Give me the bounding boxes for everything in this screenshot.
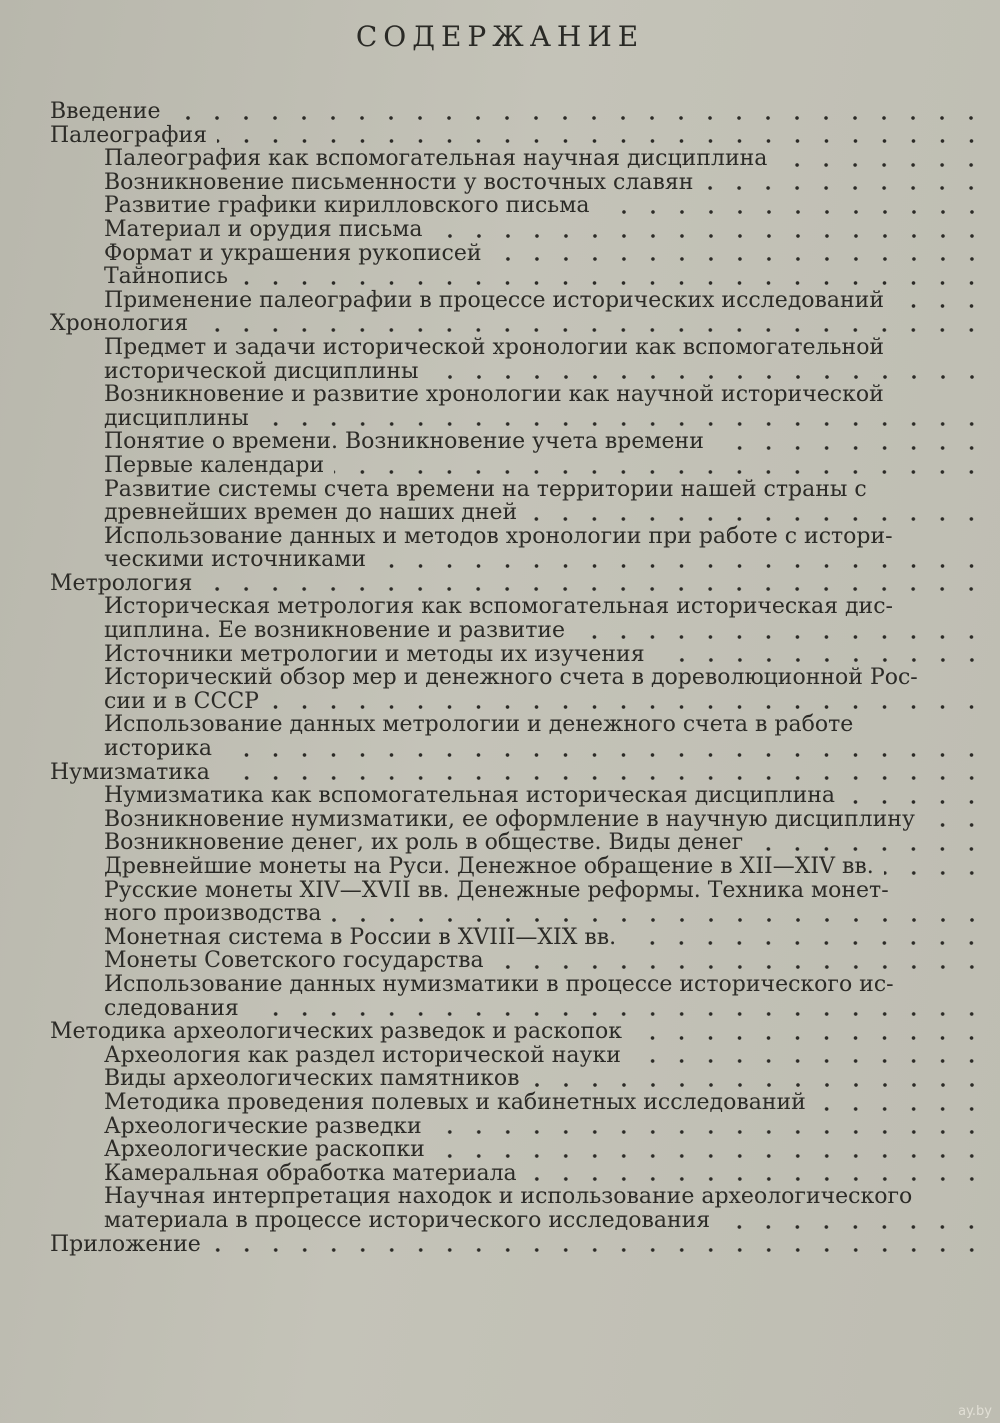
toc-subsection xyxy=(0,1067,1000,1091)
toc-entry-text: сии и в СССР xyxy=(104,688,259,714)
toc-entry-text: Камеральная обработка материала xyxy=(104,1160,517,1186)
toc-line xyxy=(0,666,1000,690)
toc-line xyxy=(0,784,1000,808)
dot-leader xyxy=(432,1130,986,1134)
toc-line xyxy=(0,407,1000,431)
toc-entry-text: Нумизматика xyxy=(50,759,210,785)
dot-leader xyxy=(626,941,986,945)
toc-line xyxy=(0,761,1000,785)
toc-entry-text: Нумизматика как вспомогательная историческая дисциплина xyxy=(104,783,836,809)
dot-leader xyxy=(249,1012,986,1016)
dot-leader xyxy=(492,257,986,261)
dot-leader xyxy=(655,658,986,662)
toc-subsection xyxy=(0,949,1000,973)
toc-section xyxy=(0,100,1000,124)
toc-entry-text: древнейших времен до наших дней xyxy=(104,500,518,526)
dot-leader xyxy=(527,1177,986,1181)
toc-line xyxy=(0,1209,1000,1233)
dot-leader xyxy=(376,564,986,568)
toc-line xyxy=(0,194,1000,218)
toc-entry-text: Метрология xyxy=(50,570,193,596)
toc-line xyxy=(0,855,1000,879)
dot-leader xyxy=(269,705,986,709)
toc-entry-text: Использование данных метрологии и денежного счета в работе xyxy=(104,712,854,738)
toc-entry-text: Понятие о времени. Возникновение учета времени xyxy=(104,429,704,455)
toc-line xyxy=(0,100,1000,124)
toc-subsection xyxy=(0,855,1000,879)
dot-leader xyxy=(494,965,986,969)
toc-line xyxy=(0,525,1000,549)
toc-entry-text: Методика проведения полевых и кабинетных исследований xyxy=(104,1089,806,1115)
toc-entry-text: дисциплины xyxy=(104,405,249,431)
toc-subsection xyxy=(0,808,1000,832)
toc-section xyxy=(0,312,1000,336)
toc-line xyxy=(0,218,1000,242)
dot-leader xyxy=(714,446,986,450)
toc-subsection xyxy=(0,831,1000,855)
toc-entry-text: Палеография как вспомогательная научная дисциплина xyxy=(104,146,768,172)
toc-section xyxy=(0,572,1000,596)
toc-subsection xyxy=(0,171,1000,195)
toc-line xyxy=(0,478,1000,502)
toc-line xyxy=(0,1091,1000,1115)
toc-entry-text: Развитие системы счета времени на территории нашей страны с xyxy=(104,476,867,502)
toc-subsection xyxy=(0,973,1000,1020)
dot-leader xyxy=(816,1107,986,1111)
toc-subsection xyxy=(0,242,1000,266)
toc-subsection xyxy=(0,1162,1000,1186)
toc-line xyxy=(0,124,1000,148)
dot-leader xyxy=(527,517,986,521)
toc-entry-text: Возникновение нумизматики, ее оформление в научную дисциплину xyxy=(104,806,915,832)
toc-line xyxy=(0,643,1000,667)
dot-leader xyxy=(703,186,986,190)
toc-line xyxy=(0,336,1000,360)
toc-subsection xyxy=(0,430,1000,454)
toc-subsection xyxy=(0,879,1000,926)
toc-entry-text: Материал и орудия письма xyxy=(104,216,423,242)
toc-entry-text: Древнейшие монеты на Руси. Денежное обращение в XII—XIV вв. xyxy=(104,854,874,879)
dot-leader xyxy=(925,823,986,827)
toc-section xyxy=(0,124,1000,148)
toc-entry-text: исторической дисциплины xyxy=(104,358,419,384)
toc-subsection xyxy=(0,595,1000,642)
toc-section xyxy=(0,761,1000,785)
toc-line xyxy=(0,737,1000,761)
toc-line xyxy=(0,690,1000,714)
toc-line xyxy=(0,595,1000,619)
dot-leader xyxy=(220,776,986,780)
toc-entry-text: Предмет и задачи исторической хронологии как вспомогательной xyxy=(104,334,885,360)
dot-leader xyxy=(894,304,986,308)
toc-section xyxy=(0,1020,1000,1044)
toc-entry-text: Применение палеографии в процессе исторических исследований xyxy=(104,287,884,313)
toc-subsection xyxy=(0,525,1000,572)
toc-line xyxy=(0,1044,1000,1068)
toc-line xyxy=(0,548,1000,572)
dot-leader xyxy=(777,163,986,167)
dot-leader xyxy=(631,1059,986,1063)
dot-leader xyxy=(720,1225,986,1229)
dot-leader xyxy=(198,328,986,332)
toc-subsection xyxy=(0,643,1000,667)
toc-subsection xyxy=(0,265,1000,289)
toc-entry-text: Возникновение письменности у восточных славян xyxy=(104,169,694,195)
toc-subsection xyxy=(0,218,1000,242)
toc-entry-text: Хронология xyxy=(50,311,189,337)
dot-leader xyxy=(632,1036,986,1040)
toc-line xyxy=(0,454,1000,478)
dot-leader xyxy=(435,1154,986,1158)
toc-line xyxy=(0,713,1000,737)
toc-entry-text: Виды археологических памятников xyxy=(104,1066,520,1092)
toc-entry-text: Использование данных нумизматики в процессе исторического ис- xyxy=(104,971,894,997)
dot-leader xyxy=(845,800,986,804)
toc-entry-text: Археология как раздел исторической науки xyxy=(104,1042,621,1068)
toc-line xyxy=(0,831,1000,855)
toc-line xyxy=(0,265,1000,289)
toc-line xyxy=(0,1185,1000,1209)
toc-line xyxy=(0,902,1000,926)
toc-line xyxy=(0,572,1000,596)
toc-line xyxy=(0,926,1000,950)
toc-subsection xyxy=(0,1091,1000,1115)
toc-entry-text: Методика археологических разведок и раскопок xyxy=(50,1019,622,1045)
toc-subsection xyxy=(0,784,1000,808)
toc-entry-text: Формат и украшения рукописей xyxy=(104,240,482,266)
toc-entry-text: Русские монеты XIV—XVII вв. Денежные реформы. Техника монет- xyxy=(104,877,889,903)
toc-subsection xyxy=(0,194,1000,218)
toc-entry-text: Тайнопись xyxy=(104,264,228,290)
toc-subsection xyxy=(0,926,1000,950)
dot-leader xyxy=(530,1083,986,1087)
toc-subsection xyxy=(0,478,1000,525)
toc-entry-text: Палеография xyxy=(50,122,208,148)
toc-line xyxy=(0,242,1000,266)
dot-leader xyxy=(222,753,986,757)
toc-entry-text: Источники метрологии и методы их изучения xyxy=(104,641,645,667)
dot-leader xyxy=(334,470,986,474)
toc-entry-text: Научная интерпретация находок и использование археологического xyxy=(104,1184,913,1210)
dot-leader xyxy=(238,281,986,285)
toc-subsection xyxy=(0,454,1000,478)
dot-leader xyxy=(600,210,986,214)
toc-subsection xyxy=(0,289,1000,313)
toc-entry-text: Монеты Советского государства xyxy=(104,948,484,974)
toc-subsection xyxy=(0,1185,1000,1232)
toc-line xyxy=(0,147,1000,171)
dot-leader xyxy=(170,116,986,120)
toc-subsection xyxy=(0,1044,1000,1068)
toc-entry-text: Приложение xyxy=(50,1231,201,1257)
dot-leader xyxy=(575,635,986,639)
toc-line xyxy=(0,1233,1000,1257)
watermark: ay.by xyxy=(958,1404,992,1419)
toc-line xyxy=(0,973,1000,997)
toc-line xyxy=(0,1138,1000,1162)
toc-entry-text: Введение xyxy=(50,99,161,124)
dot-leader xyxy=(884,871,986,875)
table-of-contents xyxy=(0,100,1000,1256)
toc-line xyxy=(0,312,1000,336)
toc-line xyxy=(0,1020,1000,1044)
toc-entry-text: Развитие графики кирилловского письма xyxy=(104,193,590,219)
toc-entry-text: циплина. Ее возникновение и развитие xyxy=(104,618,566,644)
toc-subsection xyxy=(0,336,1000,383)
toc-line xyxy=(0,808,1000,832)
toc-entry-text: ческими источниками xyxy=(104,547,366,573)
toc-line xyxy=(0,501,1000,525)
toc-line xyxy=(0,997,1000,1021)
toc-line xyxy=(0,430,1000,454)
toc-line xyxy=(0,289,1000,313)
dot-leader xyxy=(429,375,987,379)
toc-line xyxy=(0,949,1000,973)
toc-entry-text: Возникновение денег, их роль в обществе. Виды денег xyxy=(104,830,744,856)
toc-entry-text: Историческая метрология как вспомогательная историческая дис- xyxy=(104,594,893,620)
toc-subsection xyxy=(0,1138,1000,1162)
toc-entry-text: Археологические раскопки xyxy=(104,1137,425,1163)
dot-leader xyxy=(332,918,987,922)
dot-leader xyxy=(259,422,986,426)
toc-line xyxy=(0,360,1000,384)
toc-entry-text: Возникновение и развитие хронологии как научной исторической xyxy=(104,382,884,408)
toc-line xyxy=(0,619,1000,643)
toc-subsection xyxy=(0,383,1000,430)
toc-entry-text: ного производства xyxy=(104,901,322,927)
toc-entry-text: Археологические разведки xyxy=(104,1113,422,1139)
page-title: СОДЕРЖАНИЕ xyxy=(355,20,645,53)
dot-leader xyxy=(202,587,986,591)
toc-entry-text: Использование данных и методов хронологии при работе с истори- xyxy=(104,523,893,549)
toc-entry-text: материала в процессе исторического исследования xyxy=(104,1207,711,1233)
toc-entry-text: следования xyxy=(104,995,239,1021)
toc-subsection xyxy=(0,147,1000,171)
toc-subsection xyxy=(0,666,1000,713)
dot-leader xyxy=(753,847,986,851)
toc-entry-text: Исторический обзор мер и денежного счета в дореволюционной Рос- xyxy=(104,665,918,691)
toc-entry-text: историка xyxy=(104,736,213,762)
toc-subsection xyxy=(0,713,1000,760)
toc-entry-text: Монетная система в России в XVIII—XIX вв. xyxy=(104,924,617,950)
toc-section xyxy=(0,1233,1000,1257)
toc-line xyxy=(0,383,1000,407)
toc-line xyxy=(0,1162,1000,1186)
dot-leader xyxy=(217,139,986,143)
toc-line xyxy=(0,1067,1000,1091)
toc-subsection xyxy=(0,1115,1000,1139)
toc-line xyxy=(0,171,1000,195)
toc-line xyxy=(0,1115,1000,1139)
dot-leader xyxy=(433,234,986,238)
toc-entry-text: Первые календари xyxy=(104,452,325,478)
dot-leader xyxy=(211,1248,986,1252)
toc-line xyxy=(0,879,1000,903)
